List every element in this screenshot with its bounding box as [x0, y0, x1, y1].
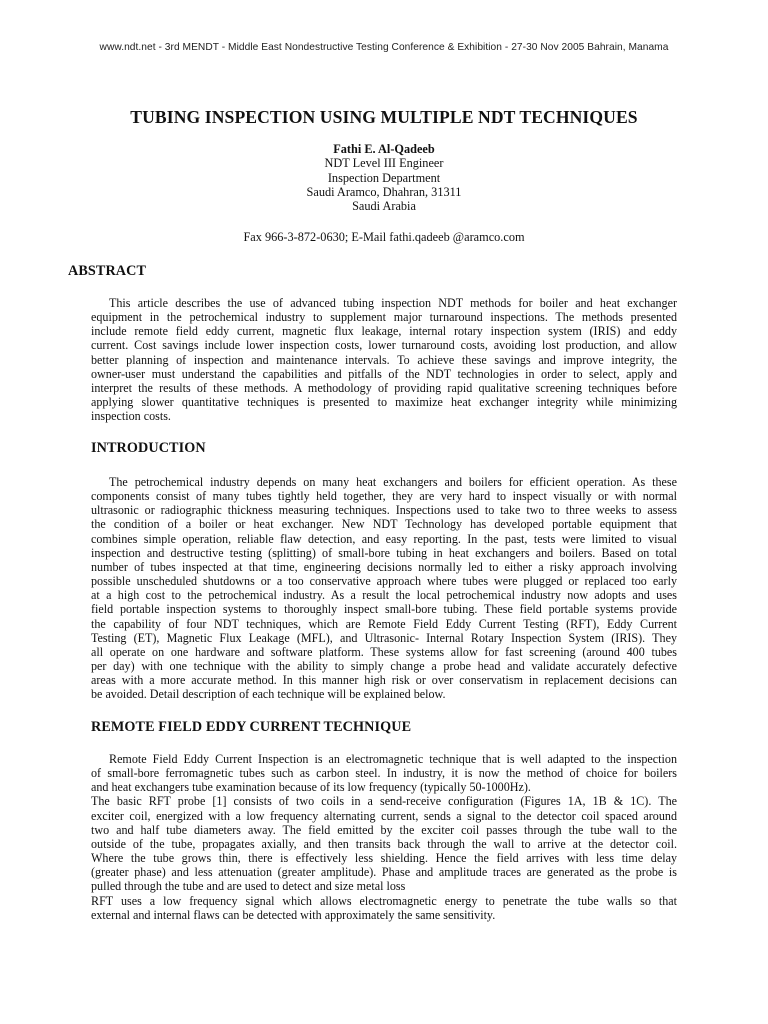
text-line: Testing (ET), Magnetic Flux Leakage (MFL), and Ultrasonic- Internal Rotary Inspection System (IRIS). They	[91, 630, 677, 645]
text-line: current. Cost savings include lower inspection costs, lower turnaround costs, avoiding lost production, and allow	[91, 338, 677, 353]
text-line: be avoided. Detail description of each technique will be explained below.	[91, 687, 446, 702]
text-line: equipment in the petrochemical industry to supplement major turnaround inspections. The methods presented	[91, 310, 677, 325]
text-line: external and internal flaws can be detected with approximately the same sensitivity.	[91, 907, 496, 922]
text-line: of small-bore ferromagnetic tubes such as carbon steel. In industry, it is now the method of choice for boilers	[91, 766, 677, 781]
abstract-paragraph	[91, 296, 677, 423]
text-line: two and half tube diameters away. The field emitted by the exciter coil passes through the tube wall to the	[91, 822, 677, 837]
running-header: www.ndt.net - 3rd MENDT - Middle East Nondestructive Testing Conference & Exhibition - 27-30 Nov 2005 Bahrain, Manama	[99, 42, 669, 53]
text-line: possible unscheduled shutdowns or a too conservative approach where tubes were plugged or replaced too early	[91, 574, 677, 589]
author-name: Fathi E. Al-Qadeeb	[333, 142, 435, 156]
introduction-heading: INTRODUCTION	[91, 440, 206, 456]
text-line: The petrochemical industry depends on many heat exchangers and boilers for efficient operation. As these	[109, 475, 677, 489]
text-line: combines simple operation, reliable flaw detection, and easy reporting. In the past, tests were limited to visual	[91, 531, 677, 546]
text-line: inspection and destructive testing (splitting) of small-bore tubing in heat exchangers and boilers. Based on total	[91, 545, 677, 560]
text-line: The basic RFT probe [1] consists of two coils in a send-receive configuration (Figures 1A, 1B & 1C). The	[91, 794, 677, 809]
text-line: the capability of four NDT techniques, which are Remote Field Eddy Current Testing (RFT), Eddy Current	[91, 616, 677, 631]
text-line: Where the tube grows thin, there is effectively less shielding. Hence the field arrives with less time delay	[91, 851, 677, 866]
text-line: at a high cost to the petrochemical industry. As a result the local petrochemical industry now adopts and uses	[91, 588, 677, 603]
text-line: interpret the results of these methods. A methodology of providing rapid qualitative screening techniques before	[91, 380, 677, 395]
text-line: ultrasonic or radiographic thickness measuring techniques. Inspections used to take two to three weeks to assess	[91, 503, 677, 518]
text-line: Remote Field Eddy Current Inspection is an electromagnetic technique that is well adapted to the inspection	[109, 752, 677, 766]
text-line: owner-user must understand the capabilities and pitfalls of the NDT technologies in order to select, apply and	[91, 366, 677, 381]
text-line: per day) with one technique with the ability to simply change a probe head and validate accurately defective	[91, 659, 677, 674]
author-position: NDT Level III Engineer	[324, 156, 444, 171]
author-country: Saudi Arabia	[352, 199, 416, 214]
text-line: (greater phase) and less attenuation (greater amplitude). Phase and amplitude traces are generated as the probe is	[91, 865, 677, 880]
text-line: and heat exchangers tube examination because of its low frequency (typically 50-1000Hz).	[91, 780, 531, 795]
introduction-paragraph	[91, 475, 677, 702]
text-line: the condition of a boiler or heat exchanger. New NDT Technology has developed portable equipment that	[91, 517, 677, 532]
text-line: pulled through the tube and are used to detect and size metal loss	[91, 879, 406, 894]
paper-title: TUBING INSPECTION USING MULTIPLE NDT TECHNIQUES	[130, 107, 638, 127]
abstract-heading: ABSTRACT	[68, 263, 147, 279]
text-line: better planning of inspection and maintenance intervals. To achieve these savings and improve integrity, the	[91, 352, 677, 367]
text-line: all operate on one hardware and software platform. These systems allow for fast screening (around 400 tubes	[91, 644, 677, 659]
text-line: applying slower quantitative techniques is presented to maximize heat exchanger integrity while minimizing	[91, 395, 677, 410]
author-department: Inspection Department	[327, 170, 441, 185]
rfec-heading: REMOTE FIELD EDDY CURRENT TECHNIQUE	[91, 719, 412, 735]
author-organization: Saudi Aramco, Dhahran, 31311	[306, 184, 462, 199]
text-line: field portable inspection systems to thoroughly inspect small-bore tubing. These field portable systems provide	[91, 602, 677, 617]
text-line: exciter coil, energized with a low frequency alternating current, sends a signal to the detector coil spaced around	[91, 808, 677, 823]
author-block	[0, 142, 768, 213]
author-contact: Fax 966-3-872-0630; E-Mail fathi.qadeeb @aramco.com	[243, 230, 525, 244]
text-line: This article describes the use of advanced tubing inspection NDT methods for boiler and heat exchanger	[109, 296, 677, 310]
rfec-paragraph	[91, 752, 677, 922]
text-line: outside of the tube, propagates axially, and then transits back through the wall to arrive at the detector coil.	[91, 836, 677, 851]
text-line: areas with a more accurate method. In this manner high risk or over conservatism in replacement decisions can	[91, 673, 677, 688]
text-line: components consist of many tubes tightly held together, they are very hard to inspect visually or with normal	[91, 489, 677, 504]
text-line: number of tubes inspected at that time, engineering decisions normally led to either a risky approach involving	[91, 559, 677, 574]
text-line: RFT uses a low frequency signal which allows electromagnetic energy to penetrate the tube walls so that	[91, 893, 677, 908]
text-line: inspection costs.	[91, 409, 171, 424]
text-line: include remote field eddy current, magnetic flux leakage, internal rotary inspection system (IRIS) and eddy	[91, 324, 677, 339]
